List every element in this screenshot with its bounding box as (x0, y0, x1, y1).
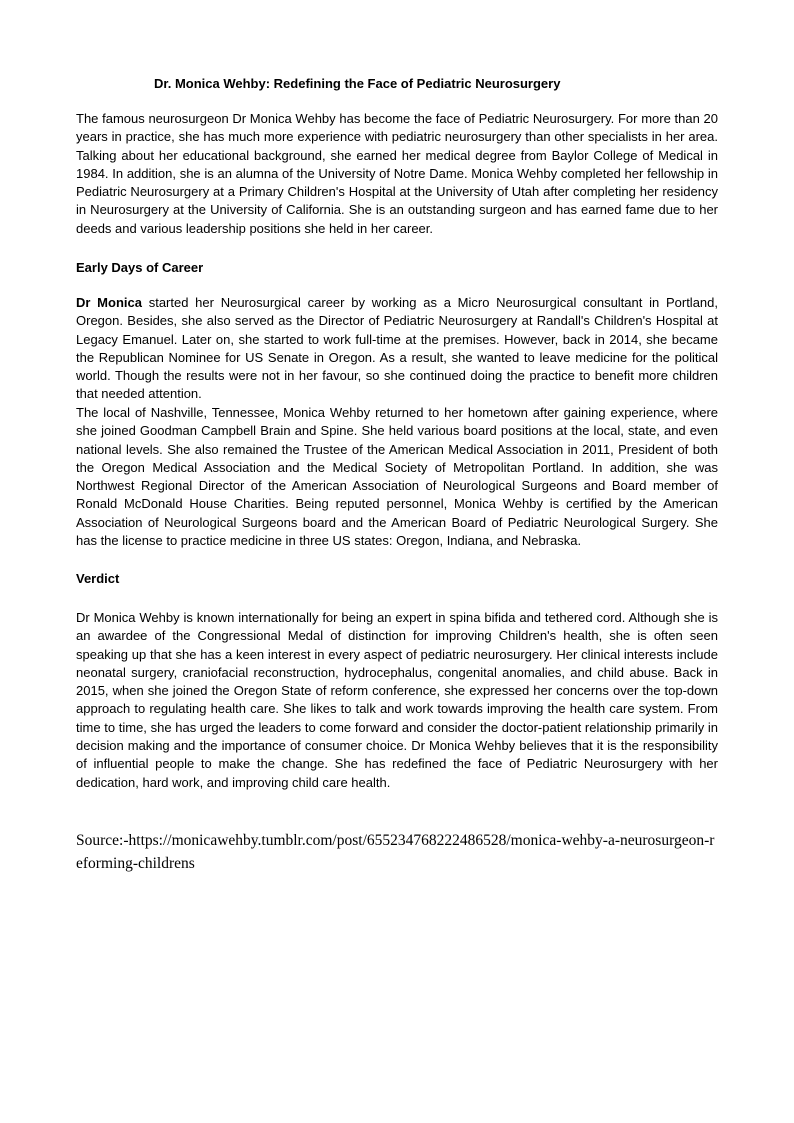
document-title: Dr. Monica Wehby: Redefining the Face of Pediatric Neurosurgery (154, 76, 561, 91)
section-heading-verdict: Verdict (76, 571, 120, 586)
early-days-paragraph-1 (76, 294, 718, 404)
lead-bold-name: Dr Monica (76, 295, 142, 310)
intro-paragraph: The famous neurosurgeon Dr Monica Wehby has become the face of Pediatric Neurosurgery. For more than 20 years in practice, she has much more experience with pediatric neurosurgery than other specialists in her area. Talking about her educational background, she earned her medical degree from Baylor College of Medical in 1984. In addition, she is an alumna of the University of Notre Dame. Monica Wehby completed her fellowship in Pediatric Neurosurgery at a Primary Children's Hospital at the University of Utah after completing her residency in Neurosurgery at the University of California. She is an outstanding surgeon and has earned fame due to her deeds and various leadership positions she held in her career. (76, 111, 718, 236)
early-days-paragraph-1-text: started her Neurosurgical career by working as a Micro Neurosurgical consultant in Portland, Oregon. Besides, she also served as the Director of Pediatric Neurosurgery at Randall's Children's Hospital at Legacy Emanuel. Later on, she started to work full-time at the premises. However, back in 2014, she became the Republican Nominee for US Senate in Oregon. As a result, she wanted to leave medicine for the political world. Though the results were not in her favour, so she continued doing the practice to benefit more children that needed attention. (76, 295, 718, 402)
source-link[interactable]: Source:-https://monicawehby.tumblr.com/post/655234768222486528/monica-wehby-a-neurosurgeon-reforming-childrens (76, 832, 715, 872)
early-days-paragraph-2: The local of Nashville, Tennessee, Monica Wehby returned to her hometown after gaining experience, where she joined Goodman Campbell Brain and Spine. She held various board positions at the local, state, and even national levels. She also remained the Trustee of the American Medical Association in 2011, President of both the Oregon Medical Association and the Medical Society of Metropolitan Portland. In addition, she was Northwest Regional Director of the American Association of Neurological Surgeons and Board member of Ronald McDonald House Charities. Being reputed personnel, Monica Wehby is certified by the American Association of Neurological Surgeons board and the American Board of Pediatric Neurological Surgery. She has the license to practice medicine in three US states: Oregon, Indiana, and Nebraska. (76, 405, 718, 549)
verdict-paragraph: Dr Monica Wehby is known internationally for being an expert in spina bifida and tethered cord. Although she is an awardee of the Congressional Medal of distinction for improving Children's health, she is often seen speaking up that she has a keen interest in every aspect of pediatric neurosurgery. Her clinical interests include neonatal surgery, craniofacial reconstruction, hydrocephalus, congenital anomalies, and child abuse. Back in 2015, when she joined the Oregon State of reform conference, she expressed her concerns over the top-down approach to regulating health care. She likes to talk and work towards improving the health care system. From time to time, she has urged the leaders to come forward and consider the doctor-patient relationship primarily in decision making and the importance of consumer choice. Dr Monica Wehby believes that it is the responsibility of influential people to make the change. She has redefined the face of Pediatric Neurosurgery with her dedication, hard work, and improving child care health. (76, 610, 718, 790)
section-heading-early-days: Early Days of Career (76, 260, 204, 275)
